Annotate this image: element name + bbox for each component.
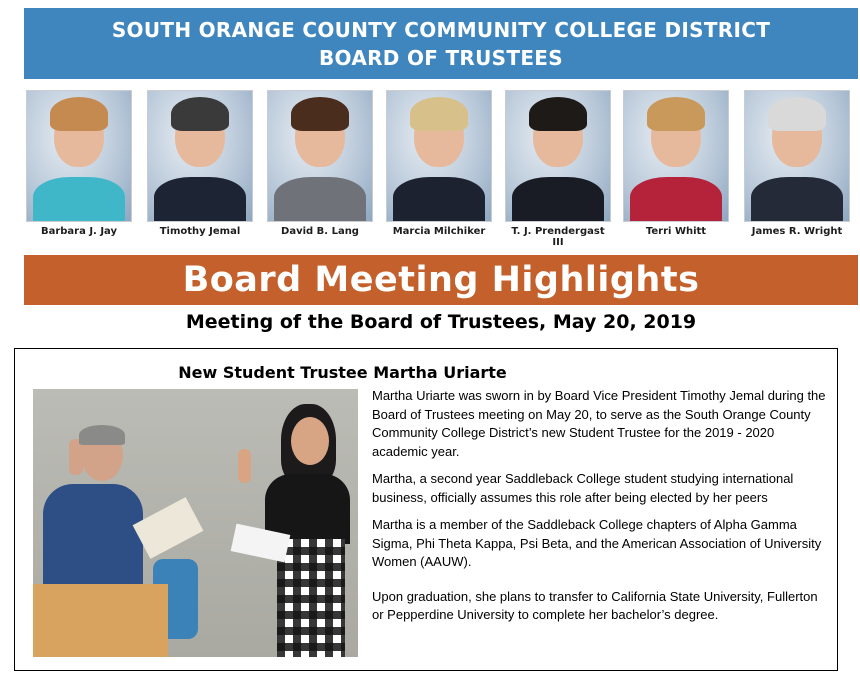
trustee-name: T. J. Prendergast III [511, 226, 605, 248]
trustee-card [623, 90, 729, 242]
trustee-card [505, 90, 611, 248]
swearing-in-photo [33, 389, 358, 657]
banner-title-line2: BOARD OF TRUSTEES [319, 45, 563, 70]
trustee-name: Barbara J. Jay [40, 226, 118, 237]
trustee-photo [26, 90, 132, 222]
district-banner [24, 8, 858, 79]
article-paragraph: Martha, a second year Saddleback College student studying international business, officially assumes this role after being elected by her peers [372, 471, 794, 505]
trustee-card [147, 90, 253, 242]
article-paragraph: Martha Uriarte was sworn in by Board Vice President Timothy Jemal during the Board of Trustees meeting on May 20, to serve as the South Orange County Community College District’s new Student Trustee for the 2019 - 2020 academic year. [372, 388, 826, 459]
trustee-photo [505, 90, 611, 222]
article-paragraph: Upon graduation, she plans to transfer to California State University, Fullerton or Pepperdine University to complete her bachelor’s degree. [372, 588, 818, 622]
trustee-name: David B. Lang [281, 226, 359, 237]
meeting-title: Meeting of the Board of Trustees, May 20, 2019 [185, 311, 697, 333]
trustee-photo [147, 90, 253, 222]
highlights-banner [24, 255, 858, 305]
article-title: New Student Trustee Martha Uriarte [178, 363, 507, 382]
trustee-card [267, 90, 373, 242]
trustee-portraits [26, 90, 858, 248]
trustee-name: Marcia Milchiker [392, 226, 486, 237]
trustee-name: Terri Whitt [645, 226, 707, 237]
trustee-photo [267, 90, 373, 222]
article-body [372, 387, 832, 634]
article-paragraph: Martha is a member of the Saddleback College chapters of Alpha Gamma Sigma, Phi Theta Kappa, Psi Beta, and the American Association of University Women (AAUW). [372, 517, 822, 569]
trustee-photo [386, 90, 492, 222]
trustee-card [26, 90, 132, 242]
trustee-card [386, 90, 492, 242]
trustee-photo [623, 90, 729, 222]
banner-title-line1: SOUTH ORANGE COUNTY COMMUNITY COLLEGE DISTRICT [111, 17, 771, 42]
trustee-card [744, 90, 850, 242]
article-box [14, 348, 838, 671]
highlights-title: Board Meeting Highlights [182, 260, 700, 300]
trustee-name: James R. Wright [751, 226, 843, 237]
trustee-photo [744, 90, 850, 222]
trustee-name: Timothy Jemal [159, 226, 241, 237]
